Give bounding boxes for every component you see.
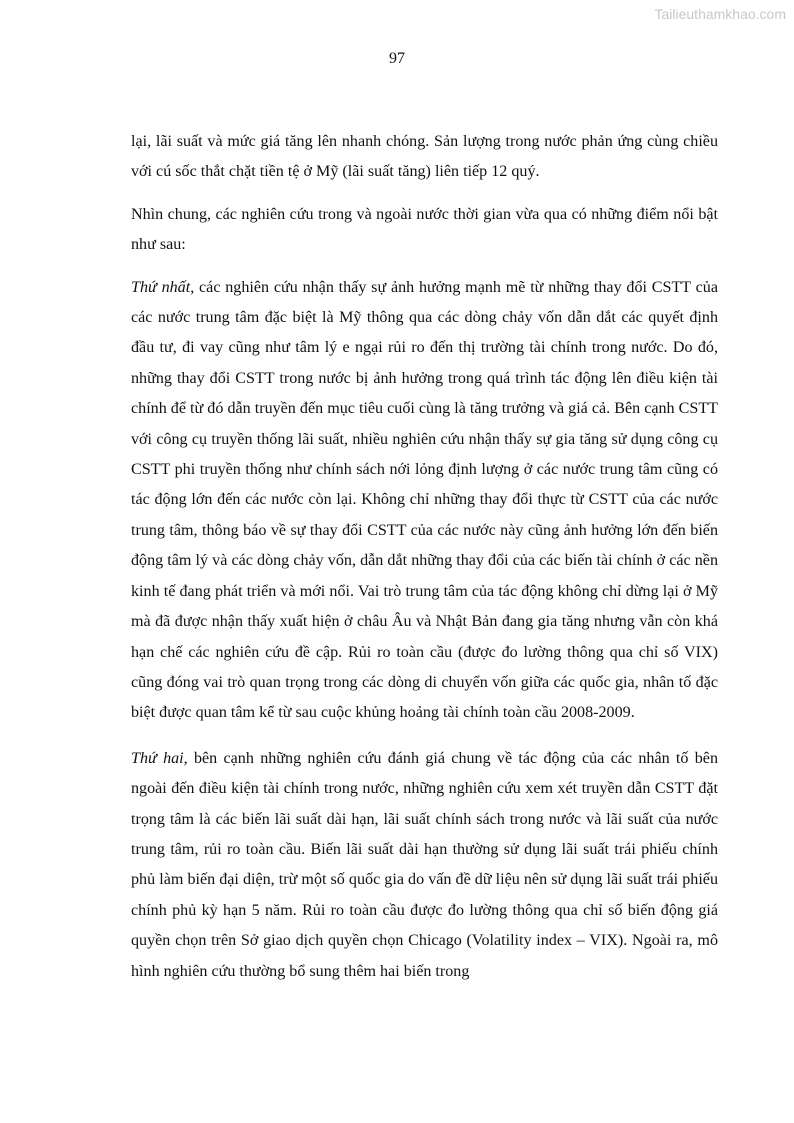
paragraph-lead: Thứ hai bbox=[131, 749, 184, 767]
paragraph-text: , bên cạnh những nghiên cứu đánh giá chung về tác động của các nhân tố bên ngoài đến điều kiện tài chính trong nước, những nghiên cứu xem xét truyền dẫn CSTT đặt trọng tâm là các biến lãi suất dài hạn, lãi suất chính sách trong nước và lãi suất của nước trung tâm, rủi ro toàn cầu. Biến lãi suất dài hạn thường sử dụng lãi suất trái phiếu chính phủ làm biến đại diện, trừ một số quốc gia do vấn đề dữ liệu nên sử dụng lãi suất trái phiếu chính phủ kỳ hạn 5 năm. Rủi ro toàn cầu được đo lường thông qua chỉ số biến động giá quyền chọn trên Sở giao dịch quyền chọn Chicago (Volatility index – VIX). Ngoài ra, mô hình nghiên cứu thường bổ sung thêm hai biến trong bbox=[131, 749, 718, 980]
paragraph-text: , các nghiên cứu nhận thấy sự ảnh hưởng mạnh mẽ từ những thay đổi CSTT của các nước trung tâm đặc biệt là Mỹ thông qua các dòng chảy vốn dẫn dắt các quyết định đầu tư, đi vay cũng như tâm lý e ngại rủi ro đến thị trường tài chính trong nước. Do đó, những thay đổi CSTT trong nước bị ảnh hưởng trong quá trình tác động lên điều kiện tài chính để từ đó dẫn truyền đến mục tiêu cuối cùng là tăng trưởng và giá cả. Bên cạnh CSTT với công cụ truyền thống lãi suất, nhiều nghiên cứu nhận thấy sự gia tăng sử dụng công cụ CSTT phi truyền thống như chính sách nới lỏng định lượng ở các nước trung tâm cũng có tác động lớn đến các nước còn lại. Không chỉ những thay đổi thực từ CSTT của các nước trung tâm, thông báo về sự thay đổi CSTT của các nước này cũng ảnh hưởng lớn đến biến động tâm lý và các dòng chảy vốn, dẫn dắt những thay đổi của các biến tài chính ở các nền kinh tế đang phát triển và mới nổi. Vai trò trung tâm của tác động không chỉ dừng lại ở Mỹ mà đã được nhận thấy xuất hiện ở châu Âu và Nhật Bản đang gia tăng nhưng vẫn còn khá hạn chế các nghiên cứu đề cập. Rủi ro toàn cầu (được đo lường thông qua chỉ số VIX) cũng đóng vai trò quan trọng trong các dòng di chuyển vốn giữa các quốc gia, nhân tố đặc biệt được quan tâm kể từ sau cuộc khủng hoảng tài chính toàn cầu 2008-2009. bbox=[131, 278, 718, 722]
paragraph-first-point bbox=[131, 273, 718, 729]
paragraph-second-point bbox=[131, 744, 718, 987]
paragraph-continuation bbox=[131, 127, 718, 188]
paragraph-text: lại, lãi suất và mức giá tăng lên nhanh chóng. Sản lượng trong nước phản ứng cùng chiều với cú sốc thắt chặt tiền tệ ở Mỹ (lãi suất tăng) liên tiếp 12 quý. bbox=[131, 133, 718, 181]
paragraph-summary-intro bbox=[131, 200, 718, 261]
paragraph-text: Nhìn chung, các nghiên cứu trong và ngoài nước thời gian vừa qua có những điểm nổi bật như sau: bbox=[131, 205, 718, 254]
watermark: Tailieuthamkhao.com bbox=[654, 6, 786, 22]
page-number: 97 bbox=[389, 50, 405, 67]
document-body bbox=[131, 127, 718, 1002]
paragraph-lead: Thứ nhất bbox=[131, 278, 191, 296]
